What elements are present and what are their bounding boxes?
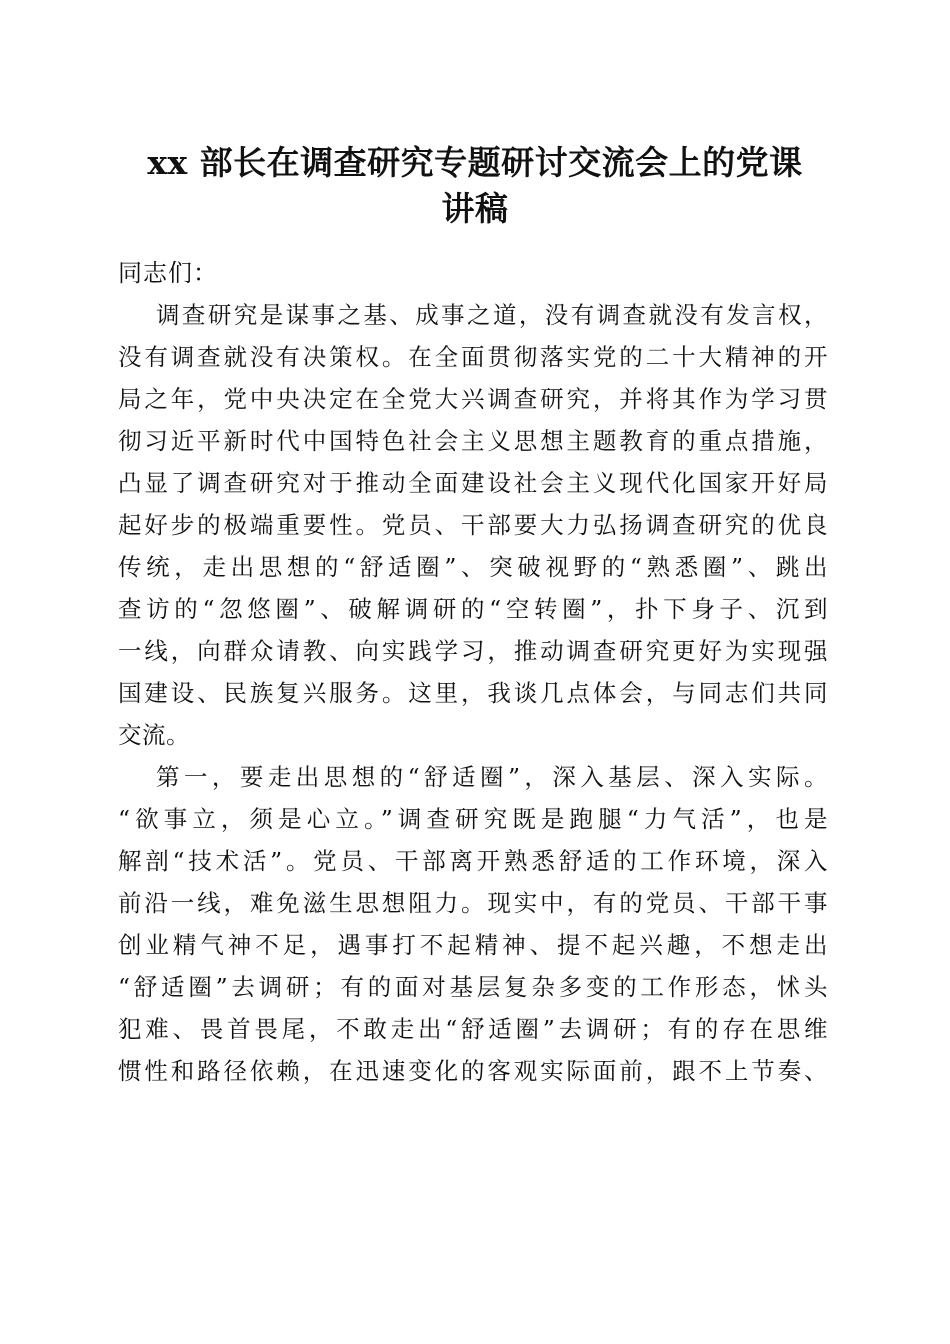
paragraph-line: 没有调查就没有决策权。在全面贯彻落实党的二十大精神的开 [118, 343, 828, 371]
paragraph-line: 凸显了调查研究对于推动全面建设社会主义现代化国家开好局 [118, 469, 828, 497]
paragraph-2 [118, 756, 828, 1092]
paragraph-line: 犯难、畏首畏尾，不敢走出“舒适圈”去调研；有的存在思维 [118, 1015, 828, 1043]
paragraph-line: 惯性和路径依赖，在迅速变化的客观实际面前，跟不上节奏、 [118, 1057, 828, 1085]
document-body [118, 252, 828, 1092]
paragraph-line: 交流。 [118, 721, 190, 749]
paragraph-line: 第一，要走出思想的“舒适圈”，深入基层、深入实际。 [156, 763, 828, 791]
paragraph-line: 查访的“忽悠圈”、破解调研的“空转圈”，扑下身子、沉到 [118, 595, 828, 623]
paragraph-line: 彻习近平新时代中国特色社会主义思想主题教育的重点措施， [118, 427, 828, 455]
paragraph-line: 前沿一线，难免滋生思想阻力。现实中，有的党员、干部干事 [118, 889, 828, 917]
paragraph-line: 一线，向群众请教、向实践学习，推动调查研究更好为实现强 [118, 637, 828, 665]
paragraph-line: 国建设、民族复兴服务。这里，我谈几点体会，与同志们共同 [118, 679, 828, 707]
paragraph-line: 起好步的极端重要性。党员、干部要大力弘扬调查研究的优良 [118, 511, 828, 539]
paragraph-line: “欲事立，须是心立。”调查研究既是跑腿“力气活”，也是 [118, 805, 828, 833]
paragraph-line: 调查研究是谋事之基、成事之道，没有调查就没有发言权， [156, 301, 828, 329]
title-line-1: xx 部长在调查研究专题研讨交流会上的党课 [147, 143, 803, 182]
paragraph-line: 创业精气神不足，遇事打不起精神、提不起兴趣，不想走出 [118, 931, 828, 959]
paragraph-line: “舒适圈”去调研；有的面对基层复杂多变的工作形态，怵头 [118, 973, 828, 1001]
paragraph-line: 传统，走出思想的“舒适圈”、突破视野的“熟悉圈”、跳出 [118, 553, 828, 581]
paragraph-line: 局之年，党中央决定在全党大兴调查研究，并将其作为学习贯 [118, 385, 828, 413]
salutation: 同志们： [118, 259, 218, 287]
paragraph-1 [118, 294, 828, 756]
paragraph-line: 解剖“技术活”。党员、干部离开熟悉舒适的工作环境，深入 [118, 847, 828, 875]
document-title [100, 140, 850, 232]
title-line-2: 讲稿 [441, 189, 509, 228]
